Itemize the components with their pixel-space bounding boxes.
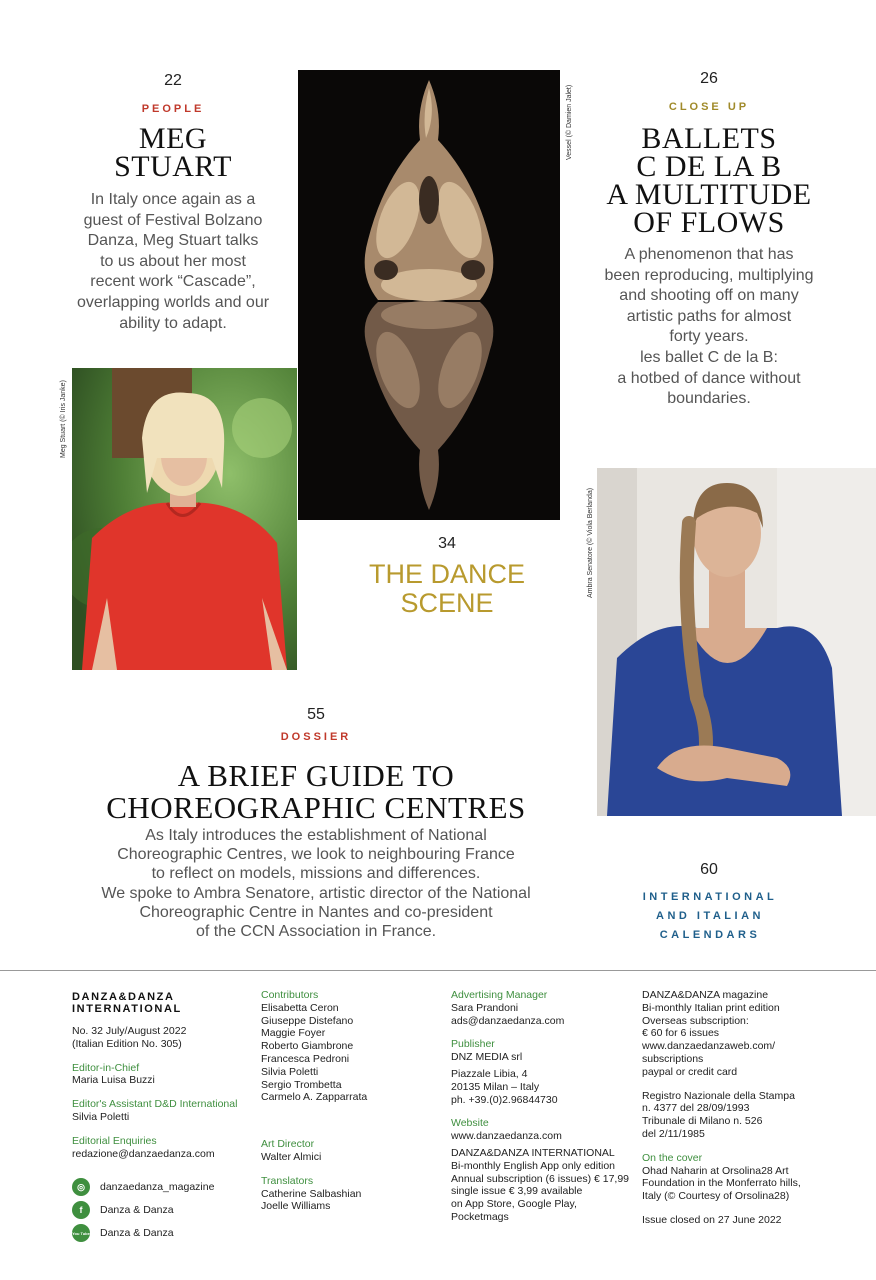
dek-line: overlapping worlds and our — [76, 293, 270, 311]
contributors-column — [261, 989, 441, 1213]
social-instagram[interactable] — [72, 1176, 252, 1198]
social-facebook[interactable] — [72, 1199, 252, 1221]
dek-line: to us about her most — [100, 252, 246, 270]
title-line: INTERNATIONAL — [642, 891, 778, 903]
website-label: Website — [451, 1117, 489, 1130]
issue-number: No. 32 July/August 2022 — [72, 1025, 187, 1037]
title-line: STUART — [114, 150, 232, 183]
facebook-icon: f — [72, 1201, 90, 1219]
contributor-name: Roberto Giambrone — [261, 1040, 354, 1053]
section-label-dossier[interactable]: DOSSIER — [280, 731, 352, 743]
contributor-name: Elisabetta Ceron — [261, 1001, 339, 1014]
youtube-icon: You Tube — [72, 1224, 90, 1242]
article-title-meg-stuart[interactable] — [88, 122, 258, 183]
dek-line: ability to adapt. — [119, 314, 227, 332]
translator-name: Catherine Salbashian — [261, 1187, 362, 1200]
instagram-icon: ◎ — [72, 1178, 90, 1196]
title-line: CHOREOGRAPHIC CENTRES — [106, 790, 526, 825]
edition-line: Bi-monthly English App only edition — [451, 1159, 616, 1172]
art-director-label: Art Director — [261, 1138, 315, 1151]
contributor-name: Giuseppe Distefano — [261, 1014, 354, 1027]
dek-line: Danza, Meg Stuart talks — [87, 232, 259, 250]
title-line: BALLETS — [641, 122, 777, 155]
masthead-column — [72, 991, 252, 1245]
brand-name — [72, 991, 252, 1015]
registry-line: Registro Nazionale della Stampa — [642, 1089, 795, 1102]
publisher-address: Piazzale Libia, 4 — [451, 1067, 528, 1080]
article-title-ballets-c-de-la-b[interactable] — [594, 122, 824, 239]
article-title-calendars[interactable] — [620, 888, 800, 945]
assistant-label: Editor's Assistant D&D International — [72, 1098, 238, 1111]
contributors-label: Contributors — [261, 989, 319, 1001]
magazine-line: paypal or credit card — [642, 1065, 738, 1078]
title-line: CALENDARS — [659, 929, 761, 941]
dek-line: les ballet C de la B: — [640, 348, 778, 366]
dek-line: artistic paths for almost — [626, 307, 792, 325]
social-label: Danza & Danza — [100, 1226, 174, 1239]
photo-credit-ambra-senatore: Ambra Senatore (© Viola Berlanda) — [587, 487, 594, 598]
contributor-name: Carmelo A. Zapparrata — [261, 1091, 368, 1104]
contributor-name: Sergio Trombetta — [261, 1078, 342, 1091]
enquiries-email[interactable]: redazione@danzaedanza.com — [72, 1147, 215, 1160]
edition-line: Annual subscription (6 issues) € 17,99 — [451, 1172, 630, 1185]
brand-line: DANZA&DANZA — [72, 991, 175, 1003]
issue-closed-date: Issue closed on 27 June 2022 — [642, 1213, 782, 1226]
advertising-column — [451, 989, 636, 1224]
registry-line: Tribunale di Milano n. 526 — [642, 1115, 763, 1128]
photo-credit-vessel: Vessel (© Damien Jalet) — [566, 84, 573, 160]
cover-line: Ohad Naharin at Orsolina28 Art — [642, 1164, 789, 1177]
issue-italian-edition: (Italian Edition No. 305) — [72, 1037, 182, 1050]
magazine-line: DANZA&DANZA magazine — [642, 989, 769, 1001]
magazine-line: Bi-monthly Italian print edition — [642, 1001, 780, 1014]
article-title-dance-scene[interactable] — [345, 560, 549, 618]
title-line: OF FLOWS — [633, 206, 785, 239]
article-title-choreographic-centres[interactable] — [90, 760, 542, 824]
editor-label: Editor-in-Chief — [72, 1061, 140, 1074]
article-dek-choreographic-centres — [70, 826, 562, 941]
editor-name: Maria Luisa Buzzi — [72, 1074, 155, 1087]
website-link[interactable]: www.danzaedanza.com — [451, 1130, 562, 1143]
magazine-line: Overseas subscription: — [642, 1014, 749, 1027]
title-line: C DE LA B — [636, 150, 782, 183]
dek-line: been reproducing, multiplying — [604, 266, 814, 284]
title-line: SCENE — [400, 588, 494, 618]
dek-line: recent work “Cascade”, — [90, 273, 256, 291]
assistant-name: Silvia Poletti — [72, 1110, 130, 1123]
dek-line: We spoke to Ambra Senatore, artistic director of the National — [101, 884, 531, 902]
advertising-manager-name: Sara Prandoni — [451, 1001, 519, 1014]
dek-line: A phenomenon that has — [624, 246, 794, 263]
dek-line: As Italy introduces the establishment of National — [145, 827, 487, 844]
edition-line: single issue € 3,99 available — [451, 1185, 583, 1198]
dek-line: In Italy once again as a — [90, 191, 256, 208]
registry-line: del 2/11/1985 — [642, 1127, 705, 1140]
dek-line: Choreographic Centre in Nantes and co-president — [139, 903, 493, 921]
brand-line: INTERNATIONAL — [72, 1003, 182, 1015]
article-dek-meg-stuart — [60, 190, 286, 334]
title-line: THE DANCE — [368, 559, 525, 589]
dek-line: Choreographic Centres, we look to neighbouring France — [117, 846, 515, 864]
subscription-link[interactable]: subscriptions — [642, 1052, 704, 1065]
cover-label: On the cover — [642, 1151, 703, 1164]
advertising-label: Advertising Manager — [451, 989, 548, 1001]
publisher-phone: ph. +39.(0)2.96844730 — [451, 1093, 558, 1106]
page-number-close-up: 26 — [700, 70, 718, 87]
dek-line: of the CCN Association in France. — [195, 923, 437, 941]
subscription-link[interactable]: www.danzaedanzaweb.com/ — [642, 1040, 776, 1053]
dek-line: to reflect on models, missions and differences. — [151, 865, 481, 883]
title-line: AND ITALIAN — [656, 910, 764, 922]
photo-meg-stuart[interactable] — [72, 368, 297, 670]
edition-line: DANZA&DANZA INTERNATIONAL — [451, 1146, 615, 1159]
page-number-dossier: 55 — [307, 706, 325, 723]
title-line: MEG — [138, 122, 208, 155]
publisher-label: Publisher — [451, 1038, 495, 1051]
dek-line: boundaries. — [667, 390, 751, 408]
dek-line: guest of Festival Bolzano — [83, 211, 263, 229]
enquiries-label: Editorial Enquiries — [72, 1134, 157, 1147]
photo-vessel[interactable] — [298, 70, 560, 520]
contributor-name: Silvia Poletti — [261, 1065, 319, 1078]
social-label: danzaedanza_magazine — [100, 1180, 215, 1193]
edition-line: on App Store, Google Play, — [451, 1198, 577, 1211]
page-number-people: 22 — [164, 72, 182, 89]
title-line: A BRIEF GUIDE TO — [177, 758, 455, 793]
magazine-column — [642, 989, 842, 1227]
publisher-address: 20135 Milan – Italy — [451, 1080, 540, 1093]
section-label-people[interactable]: PEOPLE — [141, 103, 205, 115]
social-label: Danza & Danza — [100, 1203, 174, 1216]
cover-line: Foundation in the Monferrato hills, — [642, 1177, 801, 1190]
art-director-name: Walter Almici — [261, 1150, 322, 1163]
dek-line: a hotbed of dance without — [617, 369, 801, 387]
page-number-dance-scene: 34 — [438, 535, 456, 552]
cover-line: Italy (© Courtesy of Orsolina28) — [642, 1190, 790, 1203]
dek-line: and shooting off on many — [619, 287, 799, 305]
article-dek-ballets-c-de-la-b — [584, 245, 834, 410]
social-youtube[interactable] — [72, 1222, 252, 1244]
photo-ambra-senatore[interactable] — [597, 468, 876, 816]
title-line: A MULTITUDE — [606, 178, 812, 211]
magazine-line: € 60 for 6 issues — [642, 1027, 720, 1040]
registry-line: n. 4377 del 28/09/1993 — [642, 1102, 750, 1115]
translator-name: Joelle Williams — [261, 1200, 331, 1213]
photo-credit-meg-stuart: Meg Stuart (© Iris Janke) — [60, 380, 67, 458]
publisher-name: DNZ MEDIA srl — [451, 1051, 523, 1064]
footer-divider — [0, 970, 876, 971]
contributor-name: Maggie Foyer — [261, 1027, 326, 1040]
dek-line: forty years. — [669, 328, 749, 346]
section-label-close-up[interactable]: CLOSE UP — [668, 101, 750, 113]
page-number-calendars: 60 — [700, 861, 718, 878]
translators-label: Translators — [261, 1174, 314, 1187]
edition-line: Pocketmags — [451, 1210, 509, 1223]
contributor-name: Francesca Pedroni — [261, 1052, 350, 1065]
advertising-email[interactable]: ads@danzaedanza.com — [451, 1014, 565, 1027]
